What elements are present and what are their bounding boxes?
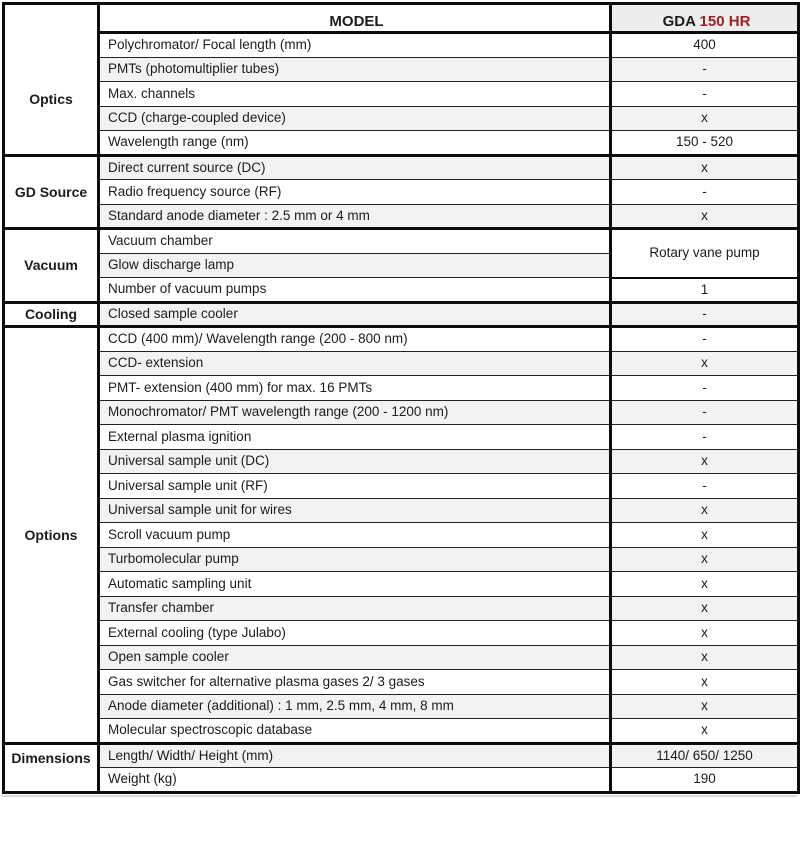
header-row — [4, 4, 799, 33]
spec-row-options-15 — [4, 694, 799, 719]
spec-label: Direct current source (DC) — [99, 155, 611, 180]
spec-row-options-0 — [4, 327, 799, 352]
spec-value: x — [611, 106, 799, 131]
spec-label: Weight (kg) — [99, 768, 611, 793]
spec-value: x — [611, 621, 799, 646]
product-column-header — [611, 4, 799, 33]
spec-row-optics-4 — [4, 131, 799, 156]
spec-label: Radio frequency source (RF) — [99, 180, 611, 205]
spec-value: - — [611, 474, 799, 499]
spec-row-options-9 — [4, 547, 799, 572]
spec-value: x — [611, 645, 799, 670]
spec-label: Vacuum chamber — [99, 229, 611, 254]
spec-row-optics-0 — [4, 33, 799, 58]
section-cell-cooling: Cooling — [4, 302, 99, 327]
spec-label: Glow discharge lamp — [99, 253, 611, 278]
spec-table — [2, 2, 800, 794]
spec-value: - — [611, 425, 799, 450]
section-cell-vacuum: Vacuum — [4, 229, 99, 303]
spec-label: Number of vacuum pumps — [99, 278, 611, 303]
spec-label: Monochromator/ PMT wavelength range (200 - 1200 nm) — [99, 400, 611, 425]
spec-value: Rotary vane pump — [611, 229, 799, 278]
spec-value: x — [611, 204, 799, 229]
spec-row-options-4 — [4, 425, 799, 450]
spec-row-options-11 — [4, 596, 799, 621]
spec-row-gd-source-2 — [4, 204, 799, 229]
spec-value: x — [611, 523, 799, 548]
model-column-header: MODEL — [99, 4, 611, 33]
spec-value: x — [611, 670, 799, 695]
spec-value: - — [611, 180, 799, 205]
spec-row-vacuum-2 — [4, 278, 799, 303]
spec-value: 150 - 520 — [611, 131, 799, 156]
spec-value: - — [611, 302, 799, 327]
spec-row-optics-3 — [4, 106, 799, 131]
spec-label: Automatic sampling unit — [99, 572, 611, 597]
spec-label: Wavelength range (nm) — [99, 131, 611, 156]
product-variant: 150 HR — [699, 13, 751, 30]
section-cell-optics: Optics — [4, 4, 99, 156]
spec-row-dimensions-1 — [4, 768, 799, 793]
spec-row-options-8 — [4, 523, 799, 548]
spec-row-optics-1 — [4, 57, 799, 82]
spec-value: x — [611, 498, 799, 523]
spec-row-optics-2 — [4, 82, 799, 107]
spec-row-gd-source-0 — [4, 155, 799, 180]
spec-label: Closed sample cooler — [99, 302, 611, 327]
spec-row-options-14 — [4, 670, 799, 695]
spec-label: CCD (400 mm)/ Wavelength range (200 - 800 nm) — [99, 327, 611, 352]
spec-row-dimensions-0 — [4, 743, 799, 768]
spec-label: Universal sample unit for wires — [99, 498, 611, 523]
spec-label: Universal sample unit (RF) — [99, 474, 611, 499]
spec-label: Turbomolecular pump — [99, 547, 611, 572]
spec-row-options-10 — [4, 572, 799, 597]
table-outer-shadow — [2, 795, 797, 797]
spec-label: Molecular spectroscopic database — [99, 719, 611, 744]
spec-row-vacuum-0 — [4, 229, 799, 254]
spec-value: x — [611, 351, 799, 376]
spec-value: x — [611, 449, 799, 474]
spec-value: x — [611, 719, 799, 744]
spec-row-gd-source-1 — [4, 180, 799, 205]
spec-row-cooling-0 — [4, 302, 799, 327]
spec-label: CCD- extension — [99, 351, 611, 376]
spec-label: Universal sample unit (DC) — [99, 449, 611, 474]
spec-label: PMT- extension (400 mm) for max. 16 PMTs — [99, 376, 611, 401]
spec-value: - — [611, 400, 799, 425]
spec-label: CCD (charge-coupled device) — [99, 106, 611, 131]
spec-value: x — [611, 596, 799, 621]
section-cell-options: Options — [4, 327, 99, 744]
product-brand: GDA — [662, 13, 696, 30]
spec-value: x — [611, 155, 799, 180]
spec-row-options-7 — [4, 498, 799, 523]
spec-value: 1140/ 650/ 1250 — [611, 743, 799, 768]
spec-label: Gas switcher for alternative plasma gases 2/ 3 gases — [99, 670, 611, 695]
spec-label: External plasma ignition — [99, 425, 611, 450]
spec-value: x — [611, 547, 799, 572]
spec-row-options-13 — [4, 645, 799, 670]
spec-row-options-3 — [4, 400, 799, 425]
spec-row-options-5 — [4, 449, 799, 474]
spec-label: External cooling (type Julabo) — [99, 621, 611, 646]
spec-label: Scroll vacuum pump — [99, 523, 611, 548]
spec-row-options-16 — [4, 719, 799, 744]
spec-label: Length/ Width/ Height (mm) — [99, 743, 611, 768]
spec-value: - — [611, 57, 799, 82]
spec-value: x — [611, 694, 799, 719]
spec-label: Open sample cooler — [99, 645, 611, 670]
spec-value: x — [611, 572, 799, 597]
spec-row-options-1 — [4, 351, 799, 376]
section-cell-gd-source: GD Source — [4, 155, 99, 229]
spec-label: PMTs (photomultiplier tubes) — [99, 57, 611, 82]
spec-row-options-2 — [4, 376, 799, 401]
spec-row-options-12 — [4, 621, 799, 646]
spec-label: Max. channels — [99, 82, 611, 107]
spec-value: - — [611, 82, 799, 107]
spec-label: Anode diameter (additional) : 1 mm, 2.5 mm, 4 mm, 8 mm — [99, 694, 611, 719]
spec-value: 1 — [611, 278, 799, 303]
section-cell-dimensions: Dimensions — [4, 743, 99, 792]
spec-label: Transfer chamber — [99, 596, 611, 621]
spec-value: - — [611, 376, 799, 401]
spec-value: 400 — [611, 33, 799, 58]
spec-row-options-6 — [4, 474, 799, 499]
spec-value: - — [611, 327, 799, 352]
spec-value: 190 — [611, 768, 799, 793]
spec-label: Standard anode diameter : 2.5 mm or 4 mm — [99, 204, 611, 229]
spec-label: Polychromator/ Focal length (mm) — [99, 33, 611, 58]
